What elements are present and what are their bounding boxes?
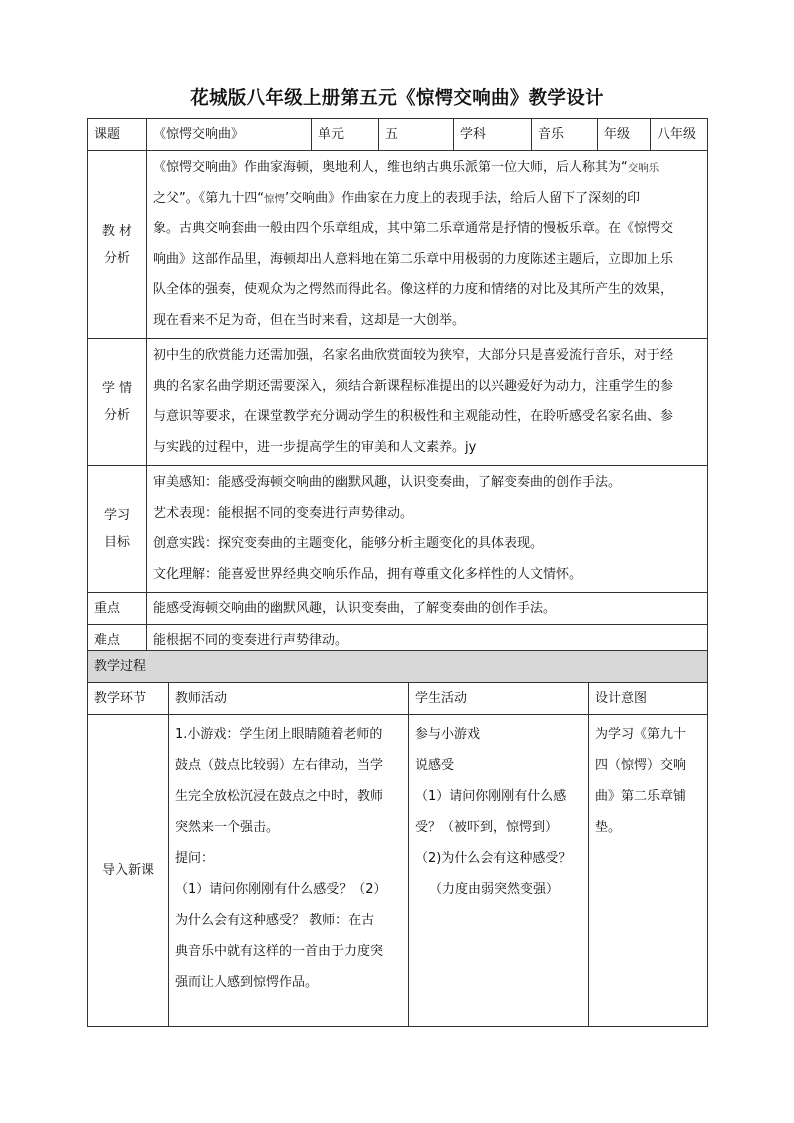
material-line-6: 现在看来不足为奇，但在当时来看，这却是一大创举。 (153, 312, 466, 328)
learner-line-4: 与实践的过程中，进一步提高学生的审美和人文素养。jy (153, 439, 477, 455)
lesson-plan-table (87, 118, 708, 657)
stage-intro: 导入新课 (88, 715, 169, 1027)
learner-line-1: 初中生的欣赏能力还需加强，名家名曲欣赏面较为狭窄，大部分只是喜爱流行音乐，对于经 (153, 348, 674, 363)
material-line-1a: 《惊愕交响曲》作曲家海顿，奥地利人，维也纳古典乐派第一位大师，后人称其为“ (153, 160, 628, 175)
intent-line-3: 曲》第二乐章铺 (595, 789, 687, 804)
teacher-line-6: （1）请问你刚刚有什么感受？（2） (175, 882, 387, 897)
goals-line-3: 创意实践：探究变奏曲的主题变化，能够分析主题变化的具体表现。 (153, 536, 544, 551)
key-point-text: 能感受海顿交响曲的幽默风趣，认识变奏曲，了解变奏曲的创作手法。 (147, 593, 708, 625)
learner-line-3: 与意识等要求，在课堂教学充分调动学生的积极性和主观能动性，在聆听感受名家名曲、参 (153, 409, 674, 424)
learner-label-2: 分析 (103, 408, 130, 423)
goals-row (88, 466, 708, 593)
teacher-line-9: 强而让人感到惊愕作品。 (175, 975, 319, 990)
unit-value: 五 (379, 119, 454, 151)
student-line-4: 受？（被吓到，惊愕到） (415, 820, 559, 835)
material-line-2c: 惊愕 (264, 192, 285, 205)
material-text (147, 151, 708, 339)
learner-label-1: 学 情 (101, 381, 133, 396)
material-row (88, 151, 708, 339)
learner-line-2: 典的名家名曲学期还需要深入，须结合新课程标准提出的以兴趣爱好为动力，注重学生的参 (153, 378, 674, 394)
intent-line-2: 四（惊愕）交响 (595, 758, 687, 773)
design-intent (589, 715, 708, 1027)
material-line-2a: 之父 (153, 190, 180, 206)
page-title: 花城版八年级上册第五元《惊愕交响曲》教学设计 (190, 88, 604, 109)
teacher-line-3: 生完全放松沉浸在鼓点之中时，教师 (175, 789, 384, 804)
intent-line-4: 垫。 (595, 820, 622, 835)
student-line-6: （力度由弱突然变强） (429, 882, 560, 897)
material-label (88, 151, 147, 339)
topic-value: 《惊愕交响曲》 (147, 119, 312, 151)
teacher-line-4: 突然来一个强击。 (175, 820, 280, 835)
student-line-1: 参与小游戏 (415, 727, 481, 742)
goals-text (147, 466, 708, 593)
student-line-3: （1）请问你刚刚有什么感 (415, 789, 567, 804)
teacher-line-5: 提问： (175, 851, 215, 866)
col-intent: 设计意图 (589, 683, 708, 715)
material-line-1b: 交响乐 (627, 162, 660, 174)
teacher-line-2: 鼓点（鼓点比较弱）左右律动，当学 (175, 758, 384, 773)
goals-line-4: 文化理解：能喜爱世界经典交响乐作品，拥有尊重文化多样性的人文情怀。 (153, 566, 583, 582)
material-line-5: 队全体的强奏，使观众为之愕然而得此名。像这样的力度和情绪的对比及其所产生的效果， (153, 282, 674, 297)
unit-label: 单元 (312, 119, 379, 151)
col-stage: 教学环节 (88, 683, 169, 715)
grade-value: 八年级 (651, 119, 708, 151)
goals-line-2: 艺术表现：能根据不同的变奏进行声势律动。 (153, 505, 414, 521)
subject-label: 学科 (454, 119, 532, 151)
key-point-label: 重点 (88, 593, 147, 625)
col-teacher: 教师活动 (169, 683, 409, 715)
material-line-2b: ”。《第九十四“ (179, 190, 264, 206)
goals-label-1: 学习 (103, 508, 130, 523)
student-activity (409, 715, 589, 1027)
material-line-4: 响曲》这部作品里，海顿却出人意料地在第二乐章中用极弱的力度陈述主题后，立即加上乐 (153, 251, 674, 267)
process-table (87, 650, 708, 1027)
intent-line-1: 为学习《第九十 (595, 727, 687, 742)
goals-label (88, 466, 147, 593)
material-line-3: 象。古典交响套曲一般由四个乐章组成，其中第二乐章通常是抒情的慢板乐章。在《惊愕交 (153, 221, 674, 236)
goals-line-1: 审美感知：能感受海顿交响曲的幽默风趣，认识变奏曲，了解变奏曲的创作手法。 (153, 475, 622, 490)
process-header-row (88, 683, 708, 715)
learner-row (88, 339, 708, 466)
subject-value: 音乐 (532, 119, 598, 151)
learner-label (88, 339, 147, 466)
student-line-5: （2)为什么会有这种感受？ (415, 851, 572, 866)
process-section-title: 教学过程 (88, 651, 708, 683)
learner-text (147, 339, 708, 466)
header-row (88, 119, 708, 151)
material-line-2d: ’交响曲》作曲家在力度上的表现手法，给后人留下了深刻的印 (285, 190, 641, 206)
key-point-row (88, 593, 708, 625)
difficulty-label: 难点 (88, 625, 147, 657)
process-row-intro (88, 715, 708, 1027)
teacher-line-8: 典音乐中就有这样的一首由于力度突 (175, 944, 384, 959)
student-line-2: 说感受 (415, 758, 455, 773)
topic-label: 课题 (88, 119, 147, 151)
goals-label-2: 目标 (103, 535, 130, 550)
difficulty-text: 能根据不同的变奏进行声势律动。 (147, 625, 708, 657)
teacher-line-1: 1.小游戏：学生闭上眼睛随着老师的 (175, 727, 383, 742)
material-label-1: 教 材 (101, 223, 133, 239)
teacher-activity (169, 715, 409, 1027)
material-label-2: 分析 (103, 250, 130, 266)
grade-label: 年级 (598, 119, 651, 151)
col-student: 学生活动 (409, 683, 589, 715)
teacher-line-7: 为什么会有这种感受？ 教师：在古 (175, 913, 375, 928)
